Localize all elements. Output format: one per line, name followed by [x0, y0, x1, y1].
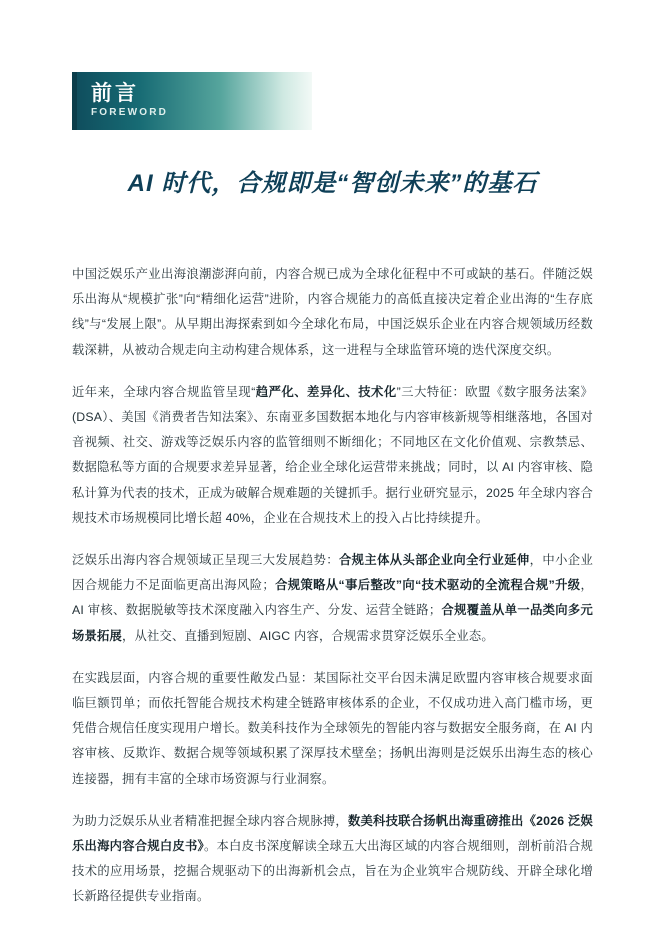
- banner-title-cn: 前言: [91, 82, 139, 106]
- paragraph-1: 中国泛娱乐产业出海浪潮澎湃向前，内容合规已成为全球化征程中不可或缺的基石。伴随泛娱乐出海从“规模扩张”向“精细化运营”进阶，内容合规能力的高低直接决定着企业出海的“生存底线”与“发展上限”。从早期出海探索到如今全球化布局，中国泛娱乐企业在内容合规领域历经数载深耕，从被动合规走向主动构建合规体系，这一进程与全球监管环境的迭代深度交织。: [72, 267, 593, 357]
- banner-text-group: [77, 83, 168, 119]
- paragraph-2: 近年来，全球内容合规监管呈现“趋严化、差异化、技术化”三大特征：欧盟《数字服务法案》(DSA）、美国《消费者告知法案》、东南亚多国数据本地化与内容审核新规等相继落地，各国对音视频、社交、游戏等泛娱乐内容的监管细则不断细化；不同地区在文化价值观、宗教禁忌、数据隐私等方面的合规要求差异显著，给企业全球化运营带来挑战；同时，以 AI 内容审核、隐私计算为代表的技术，正成为破解合规难题的关键抓手。据行业研究显示，2025 年全球内容合规技术市场规模同比增长超 40%，企业在合规技术上的投入占比持续提升。: [72, 384, 593, 525]
- paragraph-5: 为助力泛娱乐从业者精准把握全球内容合规脉搏，数美科技联合扬帆出海重磅推出《2026 泛娱乐出海内容合规白皮书》。本白皮书深度解读全球五大出海区域的内容合规细则，剖析前沿合规技术的应用场景，挖掘合规驱动下的出海新机会点，旨在为企业筑牢合规防线、开辟全球化增长新路径提供专业指南。: [72, 813, 593, 904]
- foreword-banner: [72, 72, 312, 130]
- page-title: AI 时代，合规即是“智创未来”的基石: [127, 170, 538, 197]
- body-content: [72, 262, 593, 910]
- paragraph-4: 在实践层面，内容合规的重要性敞发凸显：某国际社交平台因未满足欧盟内容审核合规要求面临巨额罚单；而依托智能合规技术构建全链路审核体系的企业，不仅成功进入高门槛市场，更凭借合规信任度实现用户增长。数美科技作为全球领先的智能内容与数据安全服务商，在 AI 内容审核、反欺诈、数据合规等领域积累了深厚技术壁垒；扬帆出海则是泛娱乐出海生态的核心连接器，拥有丰富的全球市场资源与行业洞察。: [72, 670, 593, 786]
- paragraph-3: 泛娱乐出海内容合规领域正呈现三大发展趋势：合规主体从头部企业向全行业延伸，中小企业因合规能力不足面临更高出海风险；合规策略从“事后整改”向“技术驱动的全流程合规”升级，AI 审核、数据脱敏等技术深度融入内容生产、分发、运营全链路；合规覆盖从单一品类向多元场景拓展，从社交、直播到短剧、AIGC 内容，合规需求贯穿泛娱乐全业态。: [72, 553, 594, 643]
- banner-title-en: FOREWORD: [91, 107, 169, 119]
